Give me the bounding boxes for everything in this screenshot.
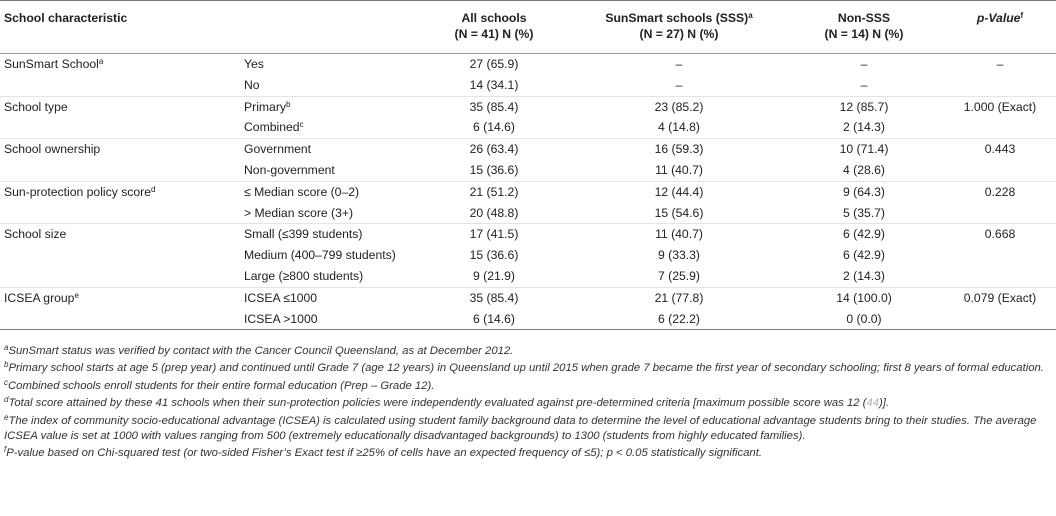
- row-characteristic: [0, 160, 244, 181]
- row-sss: 12 (44.4): [574, 181, 784, 202]
- table-row: [0, 287, 1056, 308]
- table-row: [0, 54, 1056, 75]
- table-row: [0, 96, 1056, 117]
- row-characteristic: [0, 75, 244, 96]
- header-characteristic: School characteristic: [0, 1, 414, 54]
- row-level: ICSEA ≤1000: [244, 287, 414, 308]
- row-non-sss: 6 (42.9): [842, 248, 885, 263]
- row-non-sss: 0 (0.0): [784, 309, 944, 330]
- row-sss: 9 (33.3): [657, 248, 700, 263]
- row-characteristic: School size: [0, 224, 244, 245]
- row-level: No: [244, 77, 260, 92]
- footnote: $^e$The index of community socio-educational advantage (ICSEA) is calculated using student family background data to determine the level of educational advantage students bring to their studies. The average ICSEA value is set at 1000 with values ranging from 500 (extremely educationally disadvantaged backgrounds) to 1300 (students from highly educated families).: [4, 412, 1037, 443]
- row-sss: –: [675, 77, 683, 92]
- row-sss: 21 (77.8): [574, 287, 784, 308]
- row-characteristic: [0, 203, 244, 224]
- row-sss: 6 (22.2): [574, 309, 784, 330]
- row-non-sss: 5 (35.7): [842, 205, 885, 220]
- row-sss: 15 (54.6): [654, 205, 704, 220]
- footnote: $^d$Total score attained by these 41 schools when their sun-protection policies were independently evaluated against pre-determined criteria [maximum possible score was 12 (44)].: [4, 395, 890, 410]
- table-row: [0, 203, 1056, 224]
- table-row: [0, 266, 1056, 287]
- row-characteristic: School ownership: [0, 139, 244, 160]
- row-sss: 16 (59.3): [574, 139, 784, 160]
- row-p-value: –: [996, 57, 1004, 71]
- header-non-sss: Non-SSS (N = 14) N (%): [784, 1, 944, 54]
- row-non-sss: 9 (64.3): [784, 181, 944, 202]
- row-level: Small (≤399 students): [244, 224, 414, 245]
- row-level: ICSEA >1000: [244, 309, 414, 330]
- header-all-n: (N = 41) N (%): [454, 27, 534, 41]
- row-p-value: [944, 75, 1056, 96]
- row-non-sss: 2 (14.3): [842, 120, 885, 135]
- row-characteristic: [0, 245, 244, 266]
- row-all-schools: 14 (34.1): [469, 77, 519, 92]
- footnote: $^a$SunSmart status was verified by contact with the Cancer Council Queensland, as at December 2012.: [4, 343, 514, 357]
- row-level: Medium (400–799 students): [244, 248, 396, 263]
- row-non-sss: 6 (42.9): [784, 224, 944, 245]
- row-sss: 4 (14.8): [657, 120, 700, 135]
- reference-link[interactable]: 44: [866, 397, 880, 410]
- row-p-value: [944, 266, 1056, 287]
- row-p-value: [944, 309, 1056, 330]
- row-sss: 23 (85.2): [574, 96, 784, 117]
- table-body: [0, 54, 1056, 330]
- row-all-schools: 15 (36.6): [469, 162, 519, 177]
- header-non-n: (N = 14) N (%): [824, 27, 904, 41]
- row-all-schools: 35 (85.4): [414, 287, 574, 308]
- row-all-schools: 6 (14.6): [414, 309, 574, 330]
- header-sss-n: (N = 27) N (%): [639, 27, 719, 41]
- table-row: [0, 160, 1056, 181]
- row-sss: 11 (40.7): [574, 224, 784, 245]
- row-characteristic: [0, 309, 244, 330]
- row-all-schools: 35 (85.4): [414, 96, 574, 117]
- row-p-value: 0.079 (Exact): [944, 287, 1056, 308]
- row-characteristic: SunSmart School$^a$: [4, 57, 104, 71]
- row-all-schools: 21 (51.2): [414, 181, 574, 202]
- row-all-schools: 6 (14.6): [472, 120, 515, 135]
- header-sss: SunSmart schools (SSS)$^a$ (N = 27) N (%): [574, 1, 784, 54]
- row-sss: 11 (40.7): [655, 162, 703, 177]
- row-all-schools: 15 (36.6): [469, 248, 519, 263]
- footnote: $^c$Combined schools enroll students for their entire formal education (Prep – Grade 12).: [4, 377, 435, 392]
- row-p-value: [944, 117, 1056, 138]
- row-sss: –: [675, 57, 683, 71]
- row-p-value: [944, 160, 1056, 181]
- header-row: [0, 1, 1056, 54]
- row-level: Non-government: [244, 162, 335, 177]
- row-all-schools: 20 (48.8): [469, 205, 519, 220]
- row-level: Combined$^c$: [244, 120, 304, 135]
- header-p-value: p-Value$^f$: [944, 1, 1056, 54]
- row-characteristic: School type: [0, 96, 244, 117]
- row-non-sss: 14 (100.0): [784, 287, 944, 308]
- table-row: [0, 139, 1056, 160]
- footnote: $^b$Primary school starts at age 5 (prep year) and continued until Grade 7 (age 12 years) in Queensland up until 2015 when grade 7 became the first year of secondary schooling; first 8 years of formal education.: [4, 360, 1044, 375]
- table-row: [0, 309, 1056, 330]
- footnote: $^f$P-value based on Chi-squared test (or two-sided Fisher’s Exact test if ≥25% of cells have an expected frequency of ≤5); p < 0.05 statistically significant.: [4, 445, 762, 460]
- row-p-value: [944, 245, 1056, 266]
- row-non-sss: 4 (28.6): [842, 162, 885, 177]
- row-non-sss: 12 (85.7): [784, 96, 944, 117]
- row-characteristic: [0, 117, 244, 138]
- row-level: Yes: [244, 57, 264, 71]
- row-p-value: 0.668: [944, 224, 1056, 245]
- row-level: ≤ Median score (0–2): [244, 181, 414, 202]
- table-row: [0, 245, 1056, 266]
- row-all-schools: 9 (21.9): [472, 268, 515, 283]
- row-characteristic: Sun-protection policy score$^d$: [0, 181, 244, 202]
- row-level: Large (≥800 students): [244, 268, 364, 283]
- table-footnotes: [4, 344, 1050, 464]
- row-non-sss: –: [860, 57, 868, 71]
- row-non-sss: –: [860, 77, 868, 92]
- row-non-sss: 2 (14.3): [842, 268, 885, 283]
- row-level: Government: [244, 139, 414, 160]
- row-p-value: 1.000 (Exact): [944, 96, 1056, 117]
- row-characteristic: [0, 266, 244, 287]
- row-characteristic: ICSEA group$^e$: [0, 287, 244, 308]
- table-row: [0, 224, 1056, 245]
- row-non-sss: 10 (71.4): [784, 139, 944, 160]
- row-all-schools: 27 (65.9): [469, 57, 519, 71]
- table-row: [0, 75, 1056, 96]
- row-p-value: 0.228: [944, 181, 1056, 202]
- row-p-value: [944, 203, 1056, 224]
- table-row: [0, 117, 1056, 138]
- row-p-value: 0.443: [944, 139, 1056, 160]
- row-all-schools: 17 (41.5): [414, 224, 574, 245]
- header-all-schools: All schools (N = 41) N (%): [414, 1, 574, 54]
- row-level: Primary$^b$: [244, 96, 414, 117]
- row-all-schools: 26 (63.4): [414, 139, 574, 160]
- row-sss: 7 (25.9): [657, 268, 700, 283]
- table-row: [0, 181, 1056, 202]
- row-level: > Median score (3+): [244, 205, 354, 220]
